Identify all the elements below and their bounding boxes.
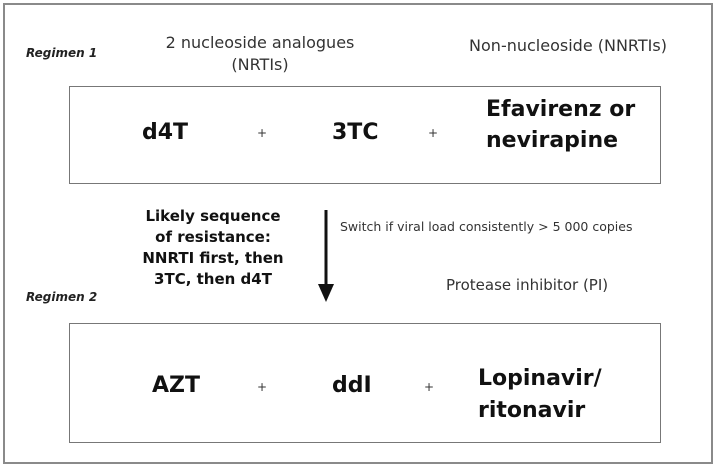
regimen-1-drug3-line1: Efavirenz or [486, 97, 636, 122]
regimen-2-label: Regimen 2 [26, 290, 98, 304]
arrow-down-icon [315, 208, 337, 304]
pi-header: Protease inhibitor (PI) [446, 276, 609, 294]
resistance-sequence-note [128, 206, 298, 290]
sequence-line4: 3TC, then d4T [154, 270, 272, 288]
regimen-1-plus-1: + [257, 126, 268, 140]
sequence-line2: of resistance: [155, 228, 271, 246]
regimen-2-drug-azt: AZT [152, 373, 200, 398]
nnrti-header: Non-nucleoside (NNRTIs) [469, 36, 667, 55]
regimen-1-drug-d4t: d4T [142, 120, 189, 145]
regimen-2-drug-lopinavir-ritonavir [478, 363, 602, 427]
nrti-header-line1: 2 nucleoside analogues [165, 33, 355, 52]
nrti-header-line2: (NRTIs) [231, 55, 289, 74]
regimen-2-drug3-line1: Lopinavir/ [478, 366, 602, 391]
regimen-1-drug-efavirenz-nevirapine [486, 94, 635, 156]
switch-note: Switch if viral load consistently > 5 000 copies [340, 219, 633, 234]
sequence-line1: Likely sequence [145, 207, 281, 225]
regimen-1-label: Regimen 1 [26, 46, 98, 60]
regimen-1-drug-3tc: 3TC [332, 120, 379, 145]
regimen-1-drug3-line2: nevirapine [486, 128, 619, 153]
regimen-1-plus-2: + [428, 126, 439, 140]
sequence-line3: NNRTI first, then [142, 249, 284, 267]
regimen-2-drug3-line2: ritonavir [478, 398, 586, 423]
regimen-2-plus-1: + [257, 380, 268, 394]
regimen-2-plus-2: + [424, 380, 435, 394]
regimen-2-drug-ddi: ddI [332, 373, 372, 398]
nrti-header [150, 32, 370, 76]
